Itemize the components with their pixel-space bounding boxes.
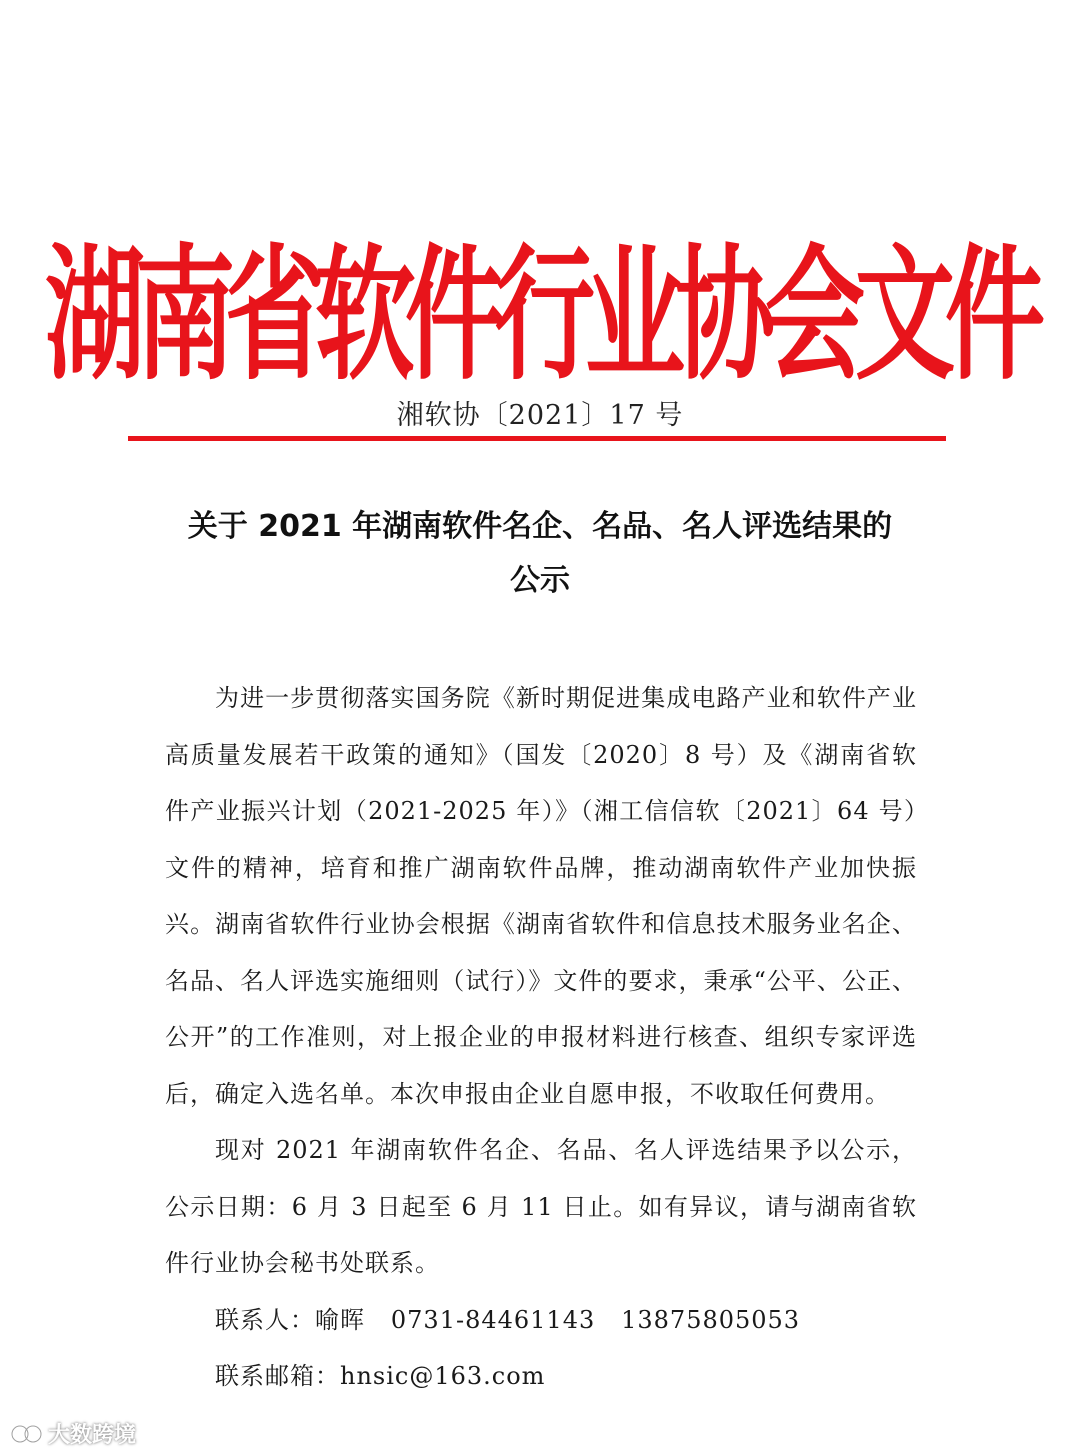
notice-title-line-1: 关于 2021 年湖南软件名企、名品、名人评选结果的 [187, 509, 893, 544]
body-paragraph-2: 现对 2021 年湖南软件名企、名品、名人评选结果予以公示，公示日期：6 月 3 日起至 6 月 11 日止。如有异议，请与湖南省软件行业协会秘书处联系。 [165, 1136, 917, 1277]
contact-email: 联系邮箱：hnsic@163.com [215, 1362, 546, 1390]
red-divider-line [128, 436, 946, 441]
watermark [10, 1418, 136, 1449]
contact-person: 联系人：喻晖 0731-84461143 13875805053 [215, 1305, 801, 1334]
masthead-title: 湖南省软件行业协会文件 [45, 230, 1035, 401]
watermark-logo-icon [10, 1421, 44, 1447]
notice-title [130, 500, 950, 608]
notice-title-line-2: 公示 [510, 563, 570, 598]
body-paragraph-1: 为进一步贯彻落实国务院《新时期促进集成电路产业和软件产业高质量发展若干政策的通知》（国发〔2020〕8 号）及《湖南省软件产业振兴计划（2021-2025 年）》（湘工信信软〔2021〕64 号）文件的精神，培育和推广湖南软件品牌，推动湖南软件产业加快振兴。湖南省软件行业协会根据《湖南省软件和信息技术服务业名企、名品、名人评选实施细则（试行）》文件的要求，秉承“公平、公正、公开”的工作准则，对上报企业的申报材料进行核查、组织专家评选后，确定入选名单。本次申报由企业自愿申报，不收取任何费用。 [165, 684, 917, 1108]
document-number: 湘软协〔2021〕17 号 [396, 400, 684, 431]
watermark-text: 大数跨境 [48, 1423, 137, 1448]
notice-body [165, 670, 917, 1405]
